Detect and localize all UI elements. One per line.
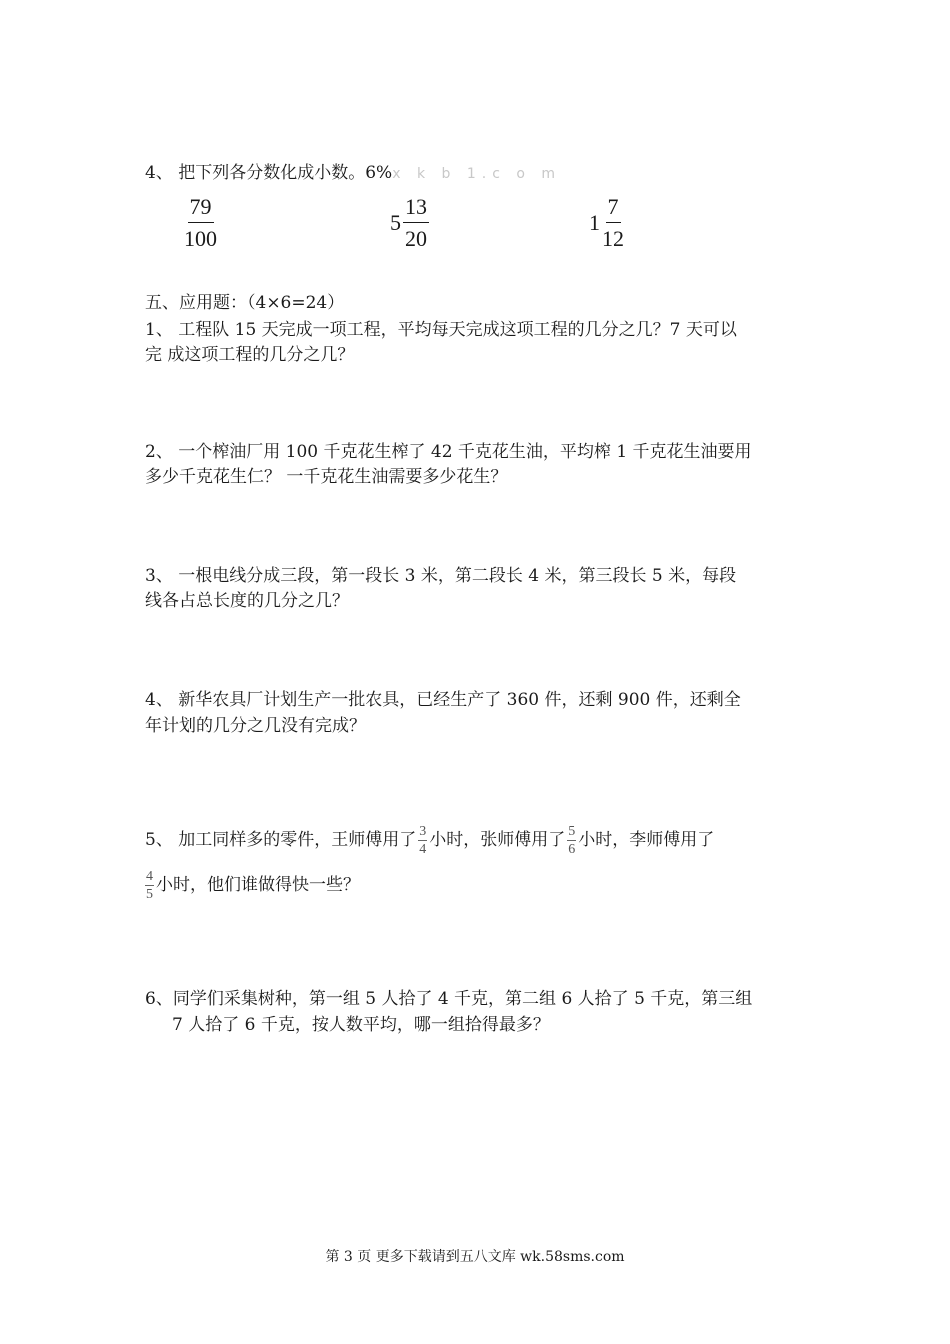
mixed-whole: 1 bbox=[589, 210, 600, 235]
q4-title-row bbox=[145, 161, 561, 186]
q4-fraction-3 bbox=[589, 194, 624, 252]
mixed-whole: 5 bbox=[390, 210, 401, 235]
problem-2-line-1: 2、 一个榨油厂用 100 千克花生榨了 42 千克花生油，平均榨 1 千克花生油要用 bbox=[145, 442, 752, 462]
fraction-numerator: 13 bbox=[403, 194, 429, 223]
section5-heading: 五、应用题：（4×6=24） bbox=[145, 293, 345, 313]
problem-3-line-2: 线各占总长度的几分之几？ bbox=[145, 591, 349, 611]
problem-1-line-1: 1、 工程队 15 天完成一项工程，平均每天完成这项工程的几分之几？7 天可以 bbox=[145, 320, 737, 340]
problem-2-line-2: 多少千克花生仁？ 一千克花生油需要多少花生？ bbox=[145, 467, 508, 487]
problem-3-line-1: 3、 一根电线分成三段，第一段长 3 米，第二段长 4 米，第三段长 5 米，每段 bbox=[145, 566, 737, 586]
q4-fraction-1 bbox=[184, 194, 217, 252]
fraction-denominator: 20 bbox=[405, 226, 427, 251]
problem-4-line-2: 年计划的几分之几没有完成？ bbox=[145, 716, 366, 736]
fraction-numerator: 7 bbox=[606, 194, 621, 223]
watermark: x k b 1.c o m bbox=[392, 166, 561, 182]
problem-5-line-1 bbox=[145, 820, 714, 860]
fraction-denominator: 4 bbox=[419, 841, 427, 857]
q4-fraction-2 bbox=[390, 194, 429, 252]
fraction-denominator: 12 bbox=[602, 226, 624, 251]
fraction-numerator: 4 bbox=[146, 868, 153, 884]
page-footer: 第 3 页 更多下载请到五八文库 wk.58sms.com bbox=[325, 1249, 625, 1265]
fraction-numerator: 3 bbox=[419, 823, 427, 839]
fraction-5-6 bbox=[567, 824, 576, 857]
problem-5-line-2 bbox=[145, 865, 360, 905]
fraction-numerator: 5 bbox=[568, 823, 576, 839]
problem-1-line-2: 完 成这项工程的几分之几？ bbox=[145, 345, 355, 365]
fraction-3-4 bbox=[418, 824, 427, 857]
q4-title: 4、 把下列各分数化成小数。6% bbox=[145, 163, 393, 183]
problem-4-line-1: 4、 新华农具厂计划生产一批农具，已经生产了 360 件，还剩 900 件，还剩全 bbox=[145, 690, 741, 710]
problem-6-line-2: 7 人拾了 6 千克，按人数平均，哪一组拾得最多？ bbox=[172, 1015, 550, 1035]
fraction-denominator: 6 bbox=[568, 841, 576, 857]
problem-5-mid-2: 小时，李师傅用了 bbox=[578, 830, 715, 850]
problem-5-prefix: 5、 加工同样多的零件，王师傅用了 bbox=[145, 830, 417, 850]
fraction-denominator: 100 bbox=[184, 226, 217, 251]
problem-6-line-1: 6、同学们采集树种，第一组 5 人拾了 4 千克，第二组 6 人拾了 5 千克，第三组 bbox=[145, 989, 753, 1009]
fraction-denominator: 5 bbox=[146, 886, 153, 902]
fraction-4-5 bbox=[145, 869, 154, 902]
fraction-numerator: 79 bbox=[188, 194, 214, 223]
problem-5-mid-1: 小时，张师傅用了 bbox=[429, 830, 566, 850]
problem-5-suffix: 小时，他们谁做得快一些？ bbox=[156, 875, 360, 895]
